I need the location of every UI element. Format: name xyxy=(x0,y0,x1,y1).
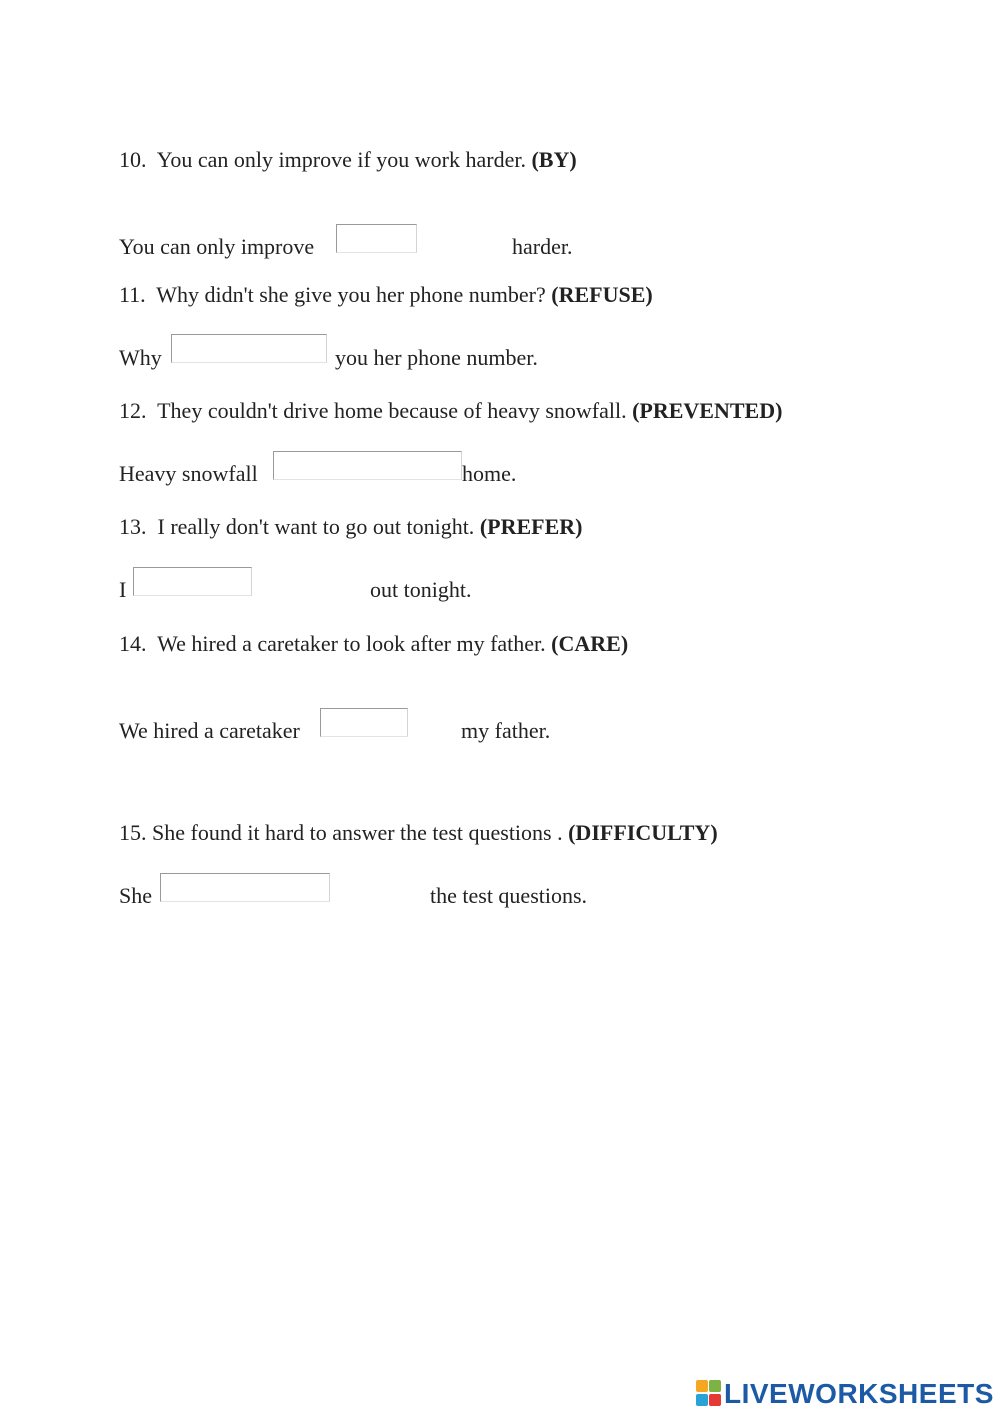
question-11-answer-start: Why xyxy=(119,345,162,370)
question-13-number: 13. xyxy=(119,514,147,539)
question-10-text: You can only improve if you work harder. xyxy=(156,147,526,172)
question-15-keyword: (DIFFICULTY) xyxy=(568,820,718,845)
question-14-text: We hired a caretaker to look after my father. xyxy=(157,631,546,656)
question-13-text: I really don't want to go out tonight. xyxy=(157,514,475,539)
question-11-prompt xyxy=(119,282,653,308)
question-10-keyword: (BY) xyxy=(531,147,577,172)
logo-tile-1 xyxy=(696,1380,708,1392)
question-15-answer-start: She xyxy=(119,883,152,908)
logo-tile-3 xyxy=(696,1394,708,1406)
question-14-answer-end: my father. xyxy=(461,718,551,743)
question-10-number: 10. xyxy=(119,147,147,172)
question-12-answer-end: home. xyxy=(462,461,517,486)
question-11-answer-end: you her phone number. xyxy=(335,345,538,370)
question-14-keyword: (CARE) xyxy=(551,631,629,656)
liveworksheets-logo-icon xyxy=(696,1380,722,1408)
logo-text: LIVEWORKSHEETS xyxy=(724,1378,994,1409)
question-11-number: 11. xyxy=(119,282,146,307)
question-13-answer-end: out tonight. xyxy=(370,577,472,602)
question-11-answer-input[interactable] xyxy=(171,334,327,363)
question-13-answer-start: I xyxy=(119,577,127,602)
question-15-answer-input[interactable] xyxy=(160,873,330,902)
question-15-answer-end: the test questions. xyxy=(430,883,588,908)
question-14-prompt xyxy=(119,631,628,657)
question-10-prompt xyxy=(119,147,577,173)
question-15-text: She found it hard to answer the test questions . xyxy=(152,820,563,845)
question-15-prompt xyxy=(119,820,718,846)
liveworksheets-logo[interactable] xyxy=(696,1377,994,1411)
question-10-answer-input[interactable] xyxy=(336,224,417,253)
question-11-text: Why didn't she give you her phone number? xyxy=(156,282,546,307)
question-12-text: They couldn't drive home because of heavy snowfall. xyxy=(157,398,627,423)
logo-tile-4 xyxy=(709,1394,721,1406)
question-12-number: 12. xyxy=(119,398,147,423)
question-12-answer-start: Heavy snowfall xyxy=(119,461,258,486)
question-15-number: 15. xyxy=(119,820,147,845)
question-14-answer-input[interactable] xyxy=(320,708,408,737)
question-12-answer-input[interactable] xyxy=(273,451,462,480)
question-10-answer-start: You can only improve xyxy=(119,234,315,259)
question-12-prompt xyxy=(119,398,782,424)
question-14-answer-start: We hired a caretaker xyxy=(119,718,300,743)
question-10-answer-end: harder. xyxy=(512,234,573,259)
question-12-keyword: (PREVENTED) xyxy=(632,398,783,423)
question-13-answer-input[interactable] xyxy=(133,567,252,596)
question-14-number: 14. xyxy=(119,631,147,656)
logo-tile-2 xyxy=(709,1380,721,1392)
question-13-prompt xyxy=(119,514,582,540)
question-13-keyword: (PREFER) xyxy=(479,514,583,539)
question-11-keyword: (REFUSE) xyxy=(551,282,653,307)
